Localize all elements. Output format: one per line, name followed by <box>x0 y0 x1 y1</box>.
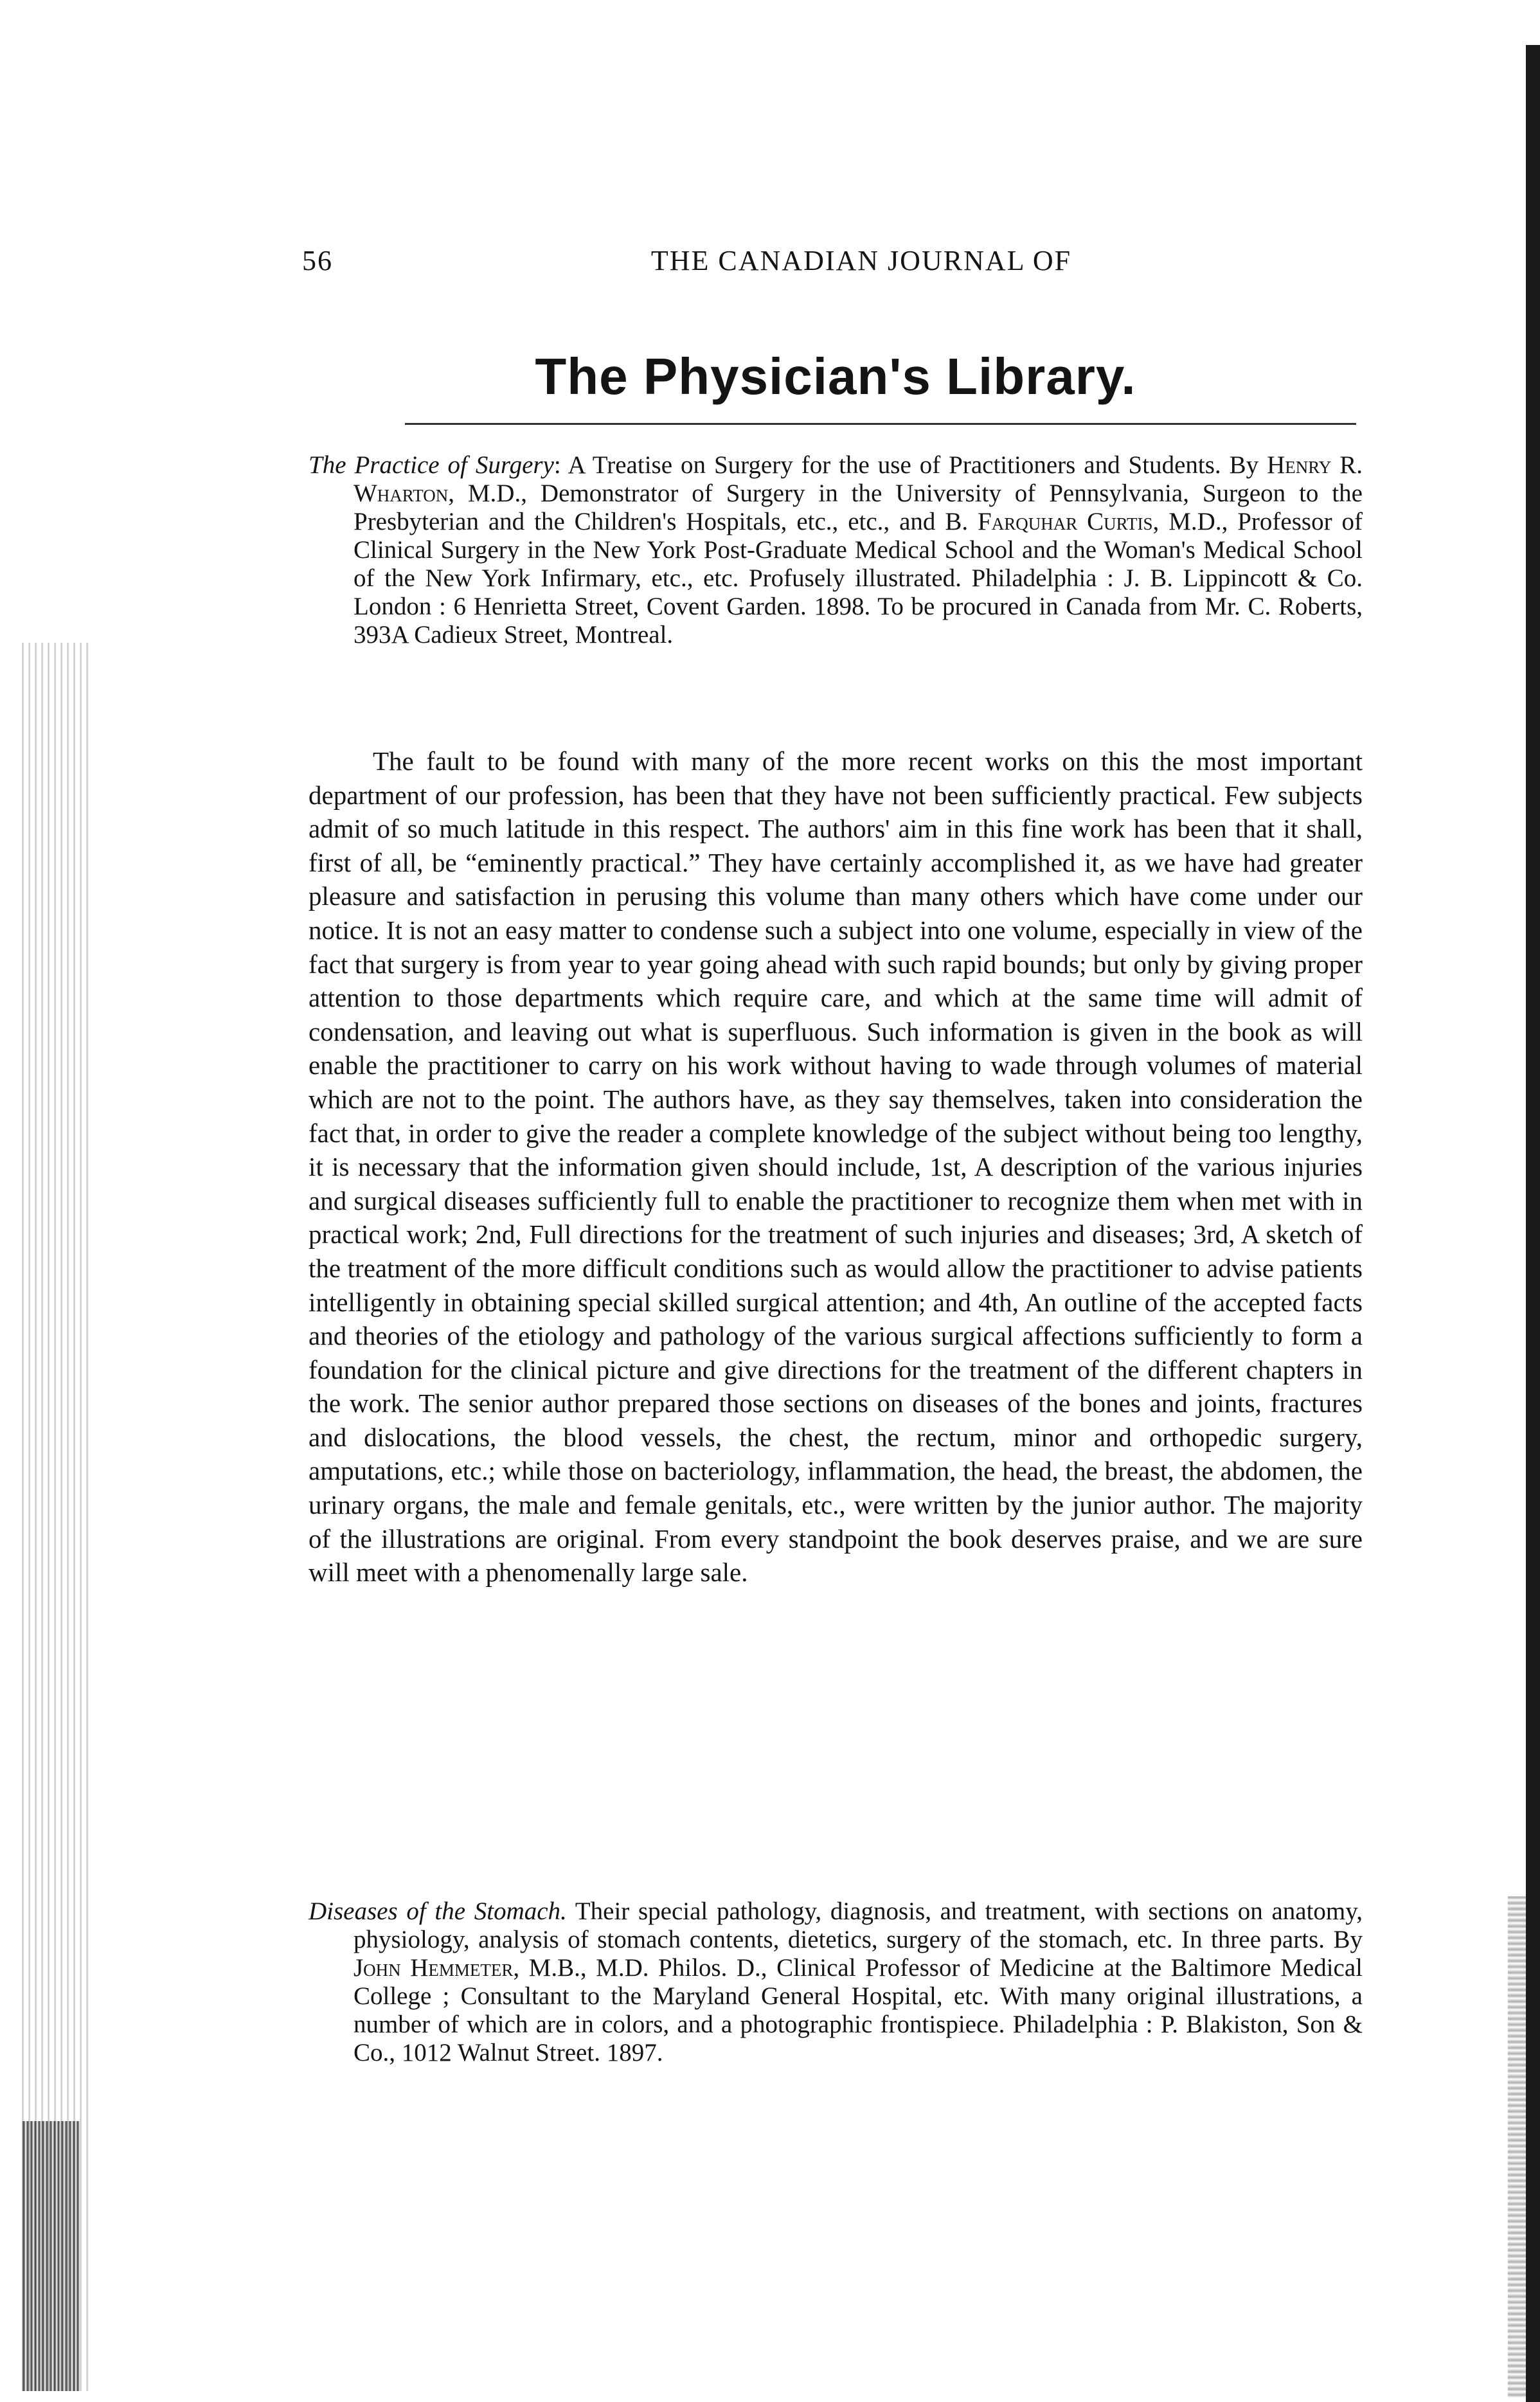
section-title: The Physician's Library. <box>535 348 1136 405</box>
title-rule <box>405 423 1356 425</box>
book-title: The Practice of Surgery <box>309 451 554 479</box>
page-number: 56 <box>302 245 333 276</box>
citation <box>309 1897 1363 2067</box>
book-title: Diseases of the Stomach. <box>309 1897 567 1925</box>
citation-text: Their special pathology, diagnosis, and treatment, with sections on anatomy, physiology, analysis of stomach contents, dietetics, surgery of the stomach, etc. In three parts. By <box>354 1897 1363 1953</box>
scan-edge-left-dark <box>22 2121 80 2391</box>
author-name: Henry R. Wharton <box>354 451 1363 507</box>
citation-text: : A Treatise on Surgery for the use of Practitioners and Students. By <box>553 451 1267 479</box>
citation-text: , M.D., Professor of Clinical Surgery in the New York Post-Graduate Medical School and the Woman's Medical School of the New York Infirmary, etc., etc. Profusely illustrated. Philadelphia : J. B. Lippincott & Co. London : 6 Henrietta Street, Covent Garden. 1898. To be procured in Canada from Mr. C. Roberts, 393A Cadieux Street, Montreal. <box>354 508 1363 649</box>
review-entry-diseases-of-the-stomach <box>309 1897 1363 2067</box>
scan-edge-right <box>1526 45 1540 2402</box>
author-name: Farquhar Curtis <box>978 508 1153 535</box>
review-body-paragraph: The fault to be found with many of the more recent works on this the most important department of our profession, has been that they have not been sufficiently practical. Few subjects admit of so much latitude in this respect. The authors' aim in this fine work has been that it shall, first of all, be “eminently practical.” They have certainly accomplished it, as we have had greater pleasure and satisfaction in perusing this volume than many others which have come under our notice. It is not an easy matter to condense such a subject into one volume, especially in view of the fact that surgery is from year to year going ahead with such rapid bounds; but only by giving proper attention to those departments which require care, and which at the same time will admit of condensation, and leaving out what is superfluous. Such information is given in the book as will enable the practitioner to carry on his work without having to wade through volumes of material which are not to the point. The authors have, as they say themselves, taken into consideration the fact that, in order to give the reader a complete knowledge of the subject without being too lengthy, it is necessary that the information given should include, 1st, A description of the various injuries and surgical diseases sufficiently full to enable the practitioner to recognize them when met with in practical work; 2nd, Full directions for the treatment of such injuries and diseases; 3rd, A sketch of the treatment of the more difficult conditions such as would allow the practitioner to advise patients intelligently in obtaining special skilled surgical attention; and 4th, An outline of the accepted facts and theories of the etiology and pathology of the various surgical affections sufficiently to form a foundation for the clinical picture and give directions for the treatment of the different chapters in the work. The senior author prepared those sections on diseases of the bones and joints, fractures and dislocations, the blood vessels, the chest, the rectum, minor and orthopedic surgery, amputations, etc.; while those on bacteriology, inflammation, the head, the breast, the abdomen, the urinary organs, the male and female genitals, etc., were written by the junior author. The majority of the illustrations are original. From every standpoint the book deserves praise, and we are sure will meet with a phenomenally large sale. <box>309 746 1363 1588</box>
citation-text: , M.B., M.D. Philos. D., Clinical Professor of Medicine at the Baltimore Medical College ; Consultant to the Maryland General Hospital, etc. With many original illustrations, a number of which are in colors, and a photographic frontispiece. Philadelphia : P. Blakiston, Son & Co., 1012 Walnut Street. 1897. <box>354 1954 1363 2066</box>
journal-title: THE CANADIAN JOURNAL OF <box>650 245 1072 276</box>
citation <box>309 451 1363 649</box>
author-name: John Hemmeter <box>354 1954 514 1982</box>
running-head <box>302 244 1369 289</box>
citation-text: , M.D., Demonstrator of Surgery in the University of Pennsylvania, Surgeon to the Presbyterian and the Children's Hospitals, etc., etc., and B. <box>354 480 1363 535</box>
review-entry-practice-of-surgery <box>309 451 1363 649</box>
scan-edge-right-bits <box>1508 1896 1526 2398</box>
